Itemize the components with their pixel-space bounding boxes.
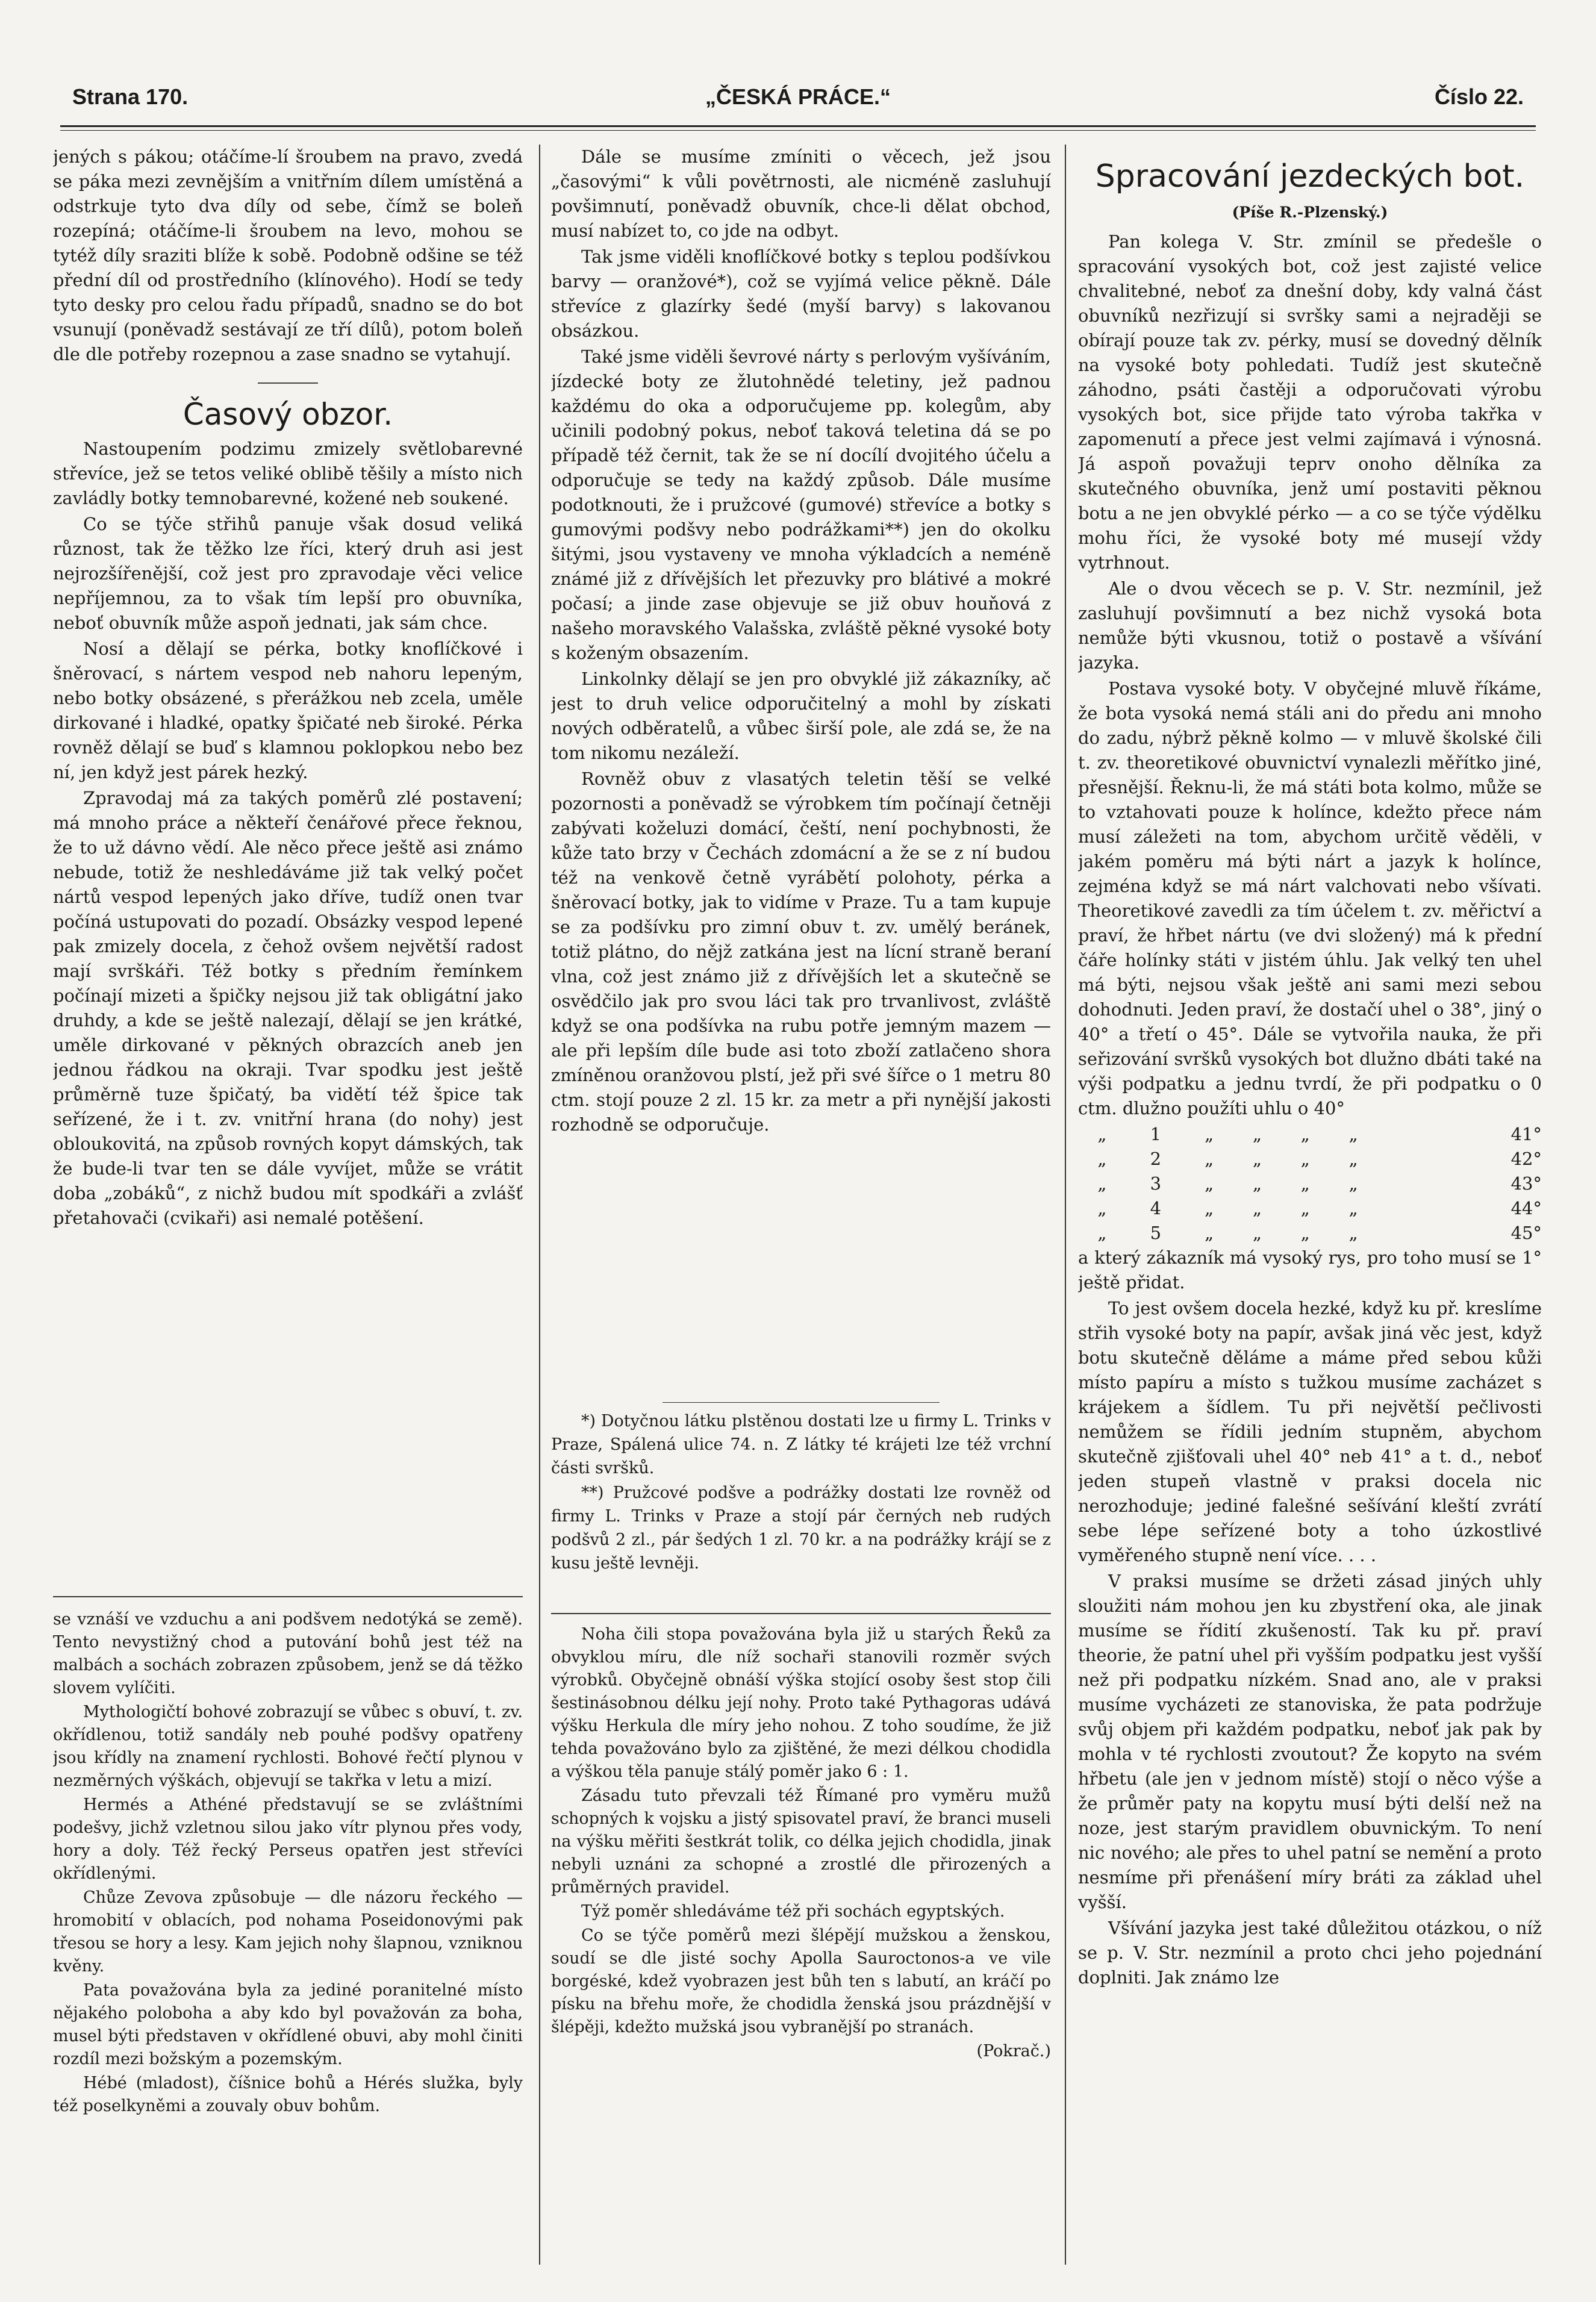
footnote: **) Pružcové podšve a podrážky dostati lze rovněž od firmy L. Trinks v Praze a stojí pár černých neb rudých podšvů 2 zl., pár šedých 1 zl. 70 kr. a na podrážky krájí se z kusu ještě levněji. xyxy=(551,1483,1051,1573)
angle-table-cell: „ xyxy=(1097,1124,1107,1144)
column-2-divider xyxy=(551,1613,1051,1614)
angle-table-row xyxy=(1078,1171,1542,1196)
angle-table-cell: „ xyxy=(1348,1223,1358,1243)
angle-table-cell: „ xyxy=(1205,1124,1214,1144)
paragraph: Chůze Zevova způsobuje — dle názoru řeckého — hromobití v oblacích, pod nohama Poseidonovými pak třesou se hory a lesy. Kam jejich nohy šlapnou, vzniknou kvěny. xyxy=(53,1888,523,1976)
header-rule-thin xyxy=(60,130,1536,131)
angle-table-cell: „ xyxy=(1205,1223,1214,1243)
paragraph: Pata považována byla za jediné poranitelné místo nějakého poloboha a aby kdo byl považován za boha, musel býti představen v okřídlené obuvi, aby mohl činiti rozdíl mezi božským a pozemským. xyxy=(53,1981,523,2068)
angle-table-cell: „ xyxy=(1348,1149,1358,1169)
angle-table-cell: 43° xyxy=(1510,1173,1542,1194)
angle-table-cell: „ xyxy=(1252,1223,1262,1243)
paragraph: Dále se musíme zmíniti o věcech, jež jsou „časovými“ k vůli povětrnosti, ale nicméně zasluhují povšimnutí, poněvadž obuvník, chce-li dělat obchod, musí nabízet to, co jde na odbyt. xyxy=(551,146,1051,241)
paragraph: Rovněž obuv z vlasatých teletin těší se velké pozornosti a poněvadž se výrobkem tím počínají četněji zabývati koželuzi domácí, čeští, není pochybnosti, že kůže tato brzy v Čechách zdomácní a že se z ní budou též na venkově četně vyrábětí polohoty, pérka a šněrovací botky, jak to vidíme v Praze. Tu a tam kupuje se za podšívku pro zimní obuv t. zv. umělý beránek, totiž plátno, do nějž zatkána jest na lícní straně beraní vlna, což jest známo již z dřívějších let a skutečně se osvědčilo jak pro svou láci tak pro trvanlivost, zvláště když se ona podšívka na rubu potře jemným mazem — ale při lepším díle bude asi toto zboží zatlačeno shora zmíněnou oranžovou plstí, jež při své šířce o 1 metru 80 ctm. stojí pouze 2 zl. 15 kr. za metr a při nynější jakosti rozhodně se odporučuje. xyxy=(551,769,1051,1135)
section-divider xyxy=(258,382,318,384)
angle-table-cell: 3 xyxy=(1150,1173,1162,1194)
angle-table-cell: „ xyxy=(1300,1124,1310,1144)
angle-table-cell: „ xyxy=(1097,1198,1107,1218)
angle-table-cell: „ xyxy=(1252,1198,1262,1218)
angle-table-cell: „ xyxy=(1205,1198,1214,1218)
angle-table-cell: „ xyxy=(1205,1173,1214,1194)
angle-table-cell: 5 xyxy=(1150,1223,1162,1243)
paragraph: Zásadu tuto převzali též Římané pro vyměru mužů schopných k vojsku a jistý spisovatel praví, že branci museli na výšku měřiti šestkrát tolik, co délka jejich chodidla, jinak nebyli uznáni za schopné a zrostlé dle přirozených a průměrných pravidel. xyxy=(551,1786,1051,1897)
angle-table-cell: „ xyxy=(1252,1149,1262,1169)
angle-table-cell: „ xyxy=(1300,1173,1310,1194)
column-divider-left xyxy=(539,145,540,2265)
article-byline: (Píše R.-Plzenský.) xyxy=(1232,204,1388,221)
footnote-rule xyxy=(662,1402,940,1403)
paragraph: a který zákazník má vysoký rys, pro toho musí se 1° ještě přidat. xyxy=(1078,1247,1542,1293)
angle-table-cell: „ xyxy=(1097,1149,1107,1169)
paragraph: Hébé (mladost), číšnice bohů a Hérés služka, byly též poselkyněmi a zouvaly obuv bohům. xyxy=(53,2074,523,2115)
angle-table xyxy=(1078,1122,1542,1246)
angle-table-row xyxy=(1078,1122,1542,1147)
angle-table-row xyxy=(1078,1221,1542,1246)
footnotes xyxy=(551,1409,1051,1602)
paragraph: Také jsme viděli ševrové nárty s perlovým vyšíváním, jízdecké boty ze žlutohnědé teletiny, jež padnou každému do oka a odporučujeme pp. kolegům, aby učinili podobný pokus, neboť taková teletina dá se po případě též černit, tak že se ní docílí dvojitého účelu a odporučuje se tedy na každý způsob. Dále musíme podotknouti, že i pružcové (gumové) střevíce a botky s gumovými podšvy nebo podrážkami**) jen do okolku šitými, jsou vystaveny ve mnoha výkladcích a neméně známé již z dřívějších let přezuvky pro blátivé a mokré počasí; a jinde zase objevuje se již obuv houňová z našeho moravského Valašska, zvláště pěkné vysoké boty s koženým obsazením. xyxy=(551,346,1051,663)
angle-table-cell: „ xyxy=(1097,1173,1107,1194)
paragraph: Všívání jazyka jest také důležitou otázkou, o níž se p. V. Str. nezmínil a proto chci jeho pojednání doplniti. Jak známo lze xyxy=(1078,1918,1542,1988)
angle-table-cell: „ xyxy=(1348,1198,1358,1218)
column-2-continuation xyxy=(551,1623,1051,2244)
paragraph: Ale o dvou věcech se p. V. Str. nezmínil, jež zasluhují povšimnutí a bez nichž vysoká bota nemůže býti vkusnou, totiž o postavě a všívání jazyka. xyxy=(1078,578,1542,673)
angle-table-cell: „ xyxy=(1097,1223,1107,1243)
footnote: *) Dotyčnou látku plstěnou dostati lze u firmy L. Trinks v Praze, Spálená ulice 74. n. Z látky té krájeti lze též vrchní části svršků. xyxy=(551,1412,1051,1477)
paragraph: se vznáší ve vzduchu a ani podšvem nedotýká se země). Tento nevystižný chod a putování bohů jest též na malbách a sochách zobrazen způsobem, jenž se dá těžko slovem vylíčiti. xyxy=(53,1610,523,1697)
angle-table-cell: „ xyxy=(1348,1173,1358,1194)
column-1-divider xyxy=(53,1596,523,1597)
column-2 xyxy=(551,145,1051,1397)
paragraph: Linkolnky dělají se jen pro obvyklé již zákazníky, ač jest to druh velice odporučitelný a mohl by získati nových odběratelů, a vůbec širší pole, ale zdá se, že na tom nikomu nezáleží. xyxy=(551,669,1051,763)
paragraph: jených s pákou; otáčíme-lí šroubem na pravo, zvedá se páka mezi zevnějším a vnitřním dílem umístěná a odstrkuje tyto dva díly od sebe, čímž se boleň rozepíná; otáčíme-li šroubem na levo, mohou se tytéž díly sraziti blíže k sobě. Podobně odšine se též přední díl od prostředního (klínového). Hodí se tedy tyto desky pro celou řadu případů, snadno se do bot vsunují (poněvadž sestávají ze tří dílů), potom boleň dle dle potřeby rozepnou a zase snadno se vytahují. xyxy=(53,146,523,364)
paragraph: Co se týče střihů panuje však dosud veliká různost, tak že těžko lze říci, který druh asi jest nejrozšířenější, což jest pro zpravodaje věci velice nepříjemnou, za to však tím lepší pro obuvníka, neboť obuvník může aspoň jednati, jak sám chce. xyxy=(53,514,523,633)
column-3 xyxy=(1078,145,1542,2265)
angle-table-cell: „ xyxy=(1205,1149,1214,1169)
header-rule xyxy=(60,125,1536,127)
angle-table-cell: 45° xyxy=(1510,1223,1542,1243)
angle-table-cell: „ xyxy=(1300,1223,1310,1243)
angle-table-cell: „ xyxy=(1348,1124,1358,1144)
paragraph: V praksi musíme se držeti zásad jiných uhly sloužiti nám mohou jen ku zbystření oka, ale jinak musíme se řídití zkušeností. Tak ku př. praví theorie, že patní uhel při vyšším podpatku jest vyšší než při podpatku nízkém. Snad ano, ale v praksi musíme vycházeti ze stanoviska, že pata podržuje svůj objem při každém podpatku, neboť jak pak by mohla v té rychlosti zvoutout? Že kopyto na svém hřbetu (ale jen v jednom místě) stojí o něco výše a že průměr paty na kopytu musí býti delší než na noze, jest starým pravidlem obuvnickým. To není nic nového; ale přes to uhel patní se nemění a proto nesmíme při přenášení míry bráti za základ uhel vyšší. xyxy=(1078,1571,1542,1912)
paragraph: Postava vysoké boty. V obyčejné mluvě říkáme, že bota vysoká nemá stáli ani do předu ani mnoho do zadu, nýbrž pěkně kolmo — v mluvě školské čili t. zv. theoretikové obuvnictví vynalezli měřítko jiné, přesnější. Řeknu-li, že má státi bota kolmo, může se to vztahovati pouze k holínce, kdežto přece nám musí záležeti na tom, abychom určitě věděli, v jakém poměru má býti nárt a jazyk k holínce, zejména když se má nárt valchovati nebo všívati. Theoretikové zavedli za tím účelem t. zv. měřictví a praví, že hřbet nártu (ve dvi složený) má k přední čáře holínky státi v jistém úhlu. Jak velký ten uhel má býti, nejsou však ještě ani sami mezi sebou dohodnuti. Jeden praví, že dostačí uhel o 38°, jiný o 40° a třetí o 45°. Dále se vytvořila nauka, že při seřizování svršků vysokých bot dlužno dbáti také na výši podpatku a jednu tvrdí, že při podpatku o 0 ctm. dlužno použíti uhlu o 40° xyxy=(1078,678,1542,1118)
section-title: Časový obzor. xyxy=(182,397,393,432)
angle-table-cell: „ xyxy=(1300,1149,1310,1169)
angle-table-cell: „ xyxy=(1252,1173,1262,1194)
paragraph: Co se týče poměrů mezi šlépějí mužskou a ženskou, soudí se dle jisté sochy Apolla Sauroctonos-a ve vile borgéské, kdež vyobrazen jest bůh ten s labutí, an kráčí po písku na břehu moře, že chodidla ženská jsou prázdnější v šlépěji, kdežto mužská jsou vybranější po stranách. xyxy=(551,1926,1051,2036)
column-divider-right xyxy=(1065,145,1066,2265)
paragraph: Pan kolega V. Str. zmínil se předešle o spracování vysokých bot, což jest zajisté velice chvalitebné, neboť za dnešní doby, kdy valná část obuvníků nezřizují si svršky sami a nejraději se obírají pouze tak zv. pérky, musí se dovedný dělník na vysoké boty pohledati. Tudíž jest skutečně záhodno, psáti častěji a odporučovati výrobu vysokých bot, sice přijde tato výroba takřka v zapomenutí a přece jest velmi zajímavá i výnosná. Já aspoň považuji teprv onoho dělníka za skutečného obuvníka, jenž umí postaviti pěknou botu a ne jen obvyklé pérko — a co se týče výdělku mohu říci, že vysoké boty mé musejí vždy vytrhnout. xyxy=(1078,231,1542,573)
angle-table-cell: 4 xyxy=(1150,1198,1162,1218)
angle-table-cell: 42° xyxy=(1510,1149,1542,1169)
angle-table-row xyxy=(1078,1147,1542,1171)
angle-table-cell: „ xyxy=(1300,1198,1310,1218)
article-title: Spracování jezdeckých bot. xyxy=(1095,158,1525,195)
angle-table-cell: 41° xyxy=(1510,1124,1542,1144)
running-header xyxy=(72,84,1524,120)
angle-table-cell: 1 xyxy=(1150,1124,1162,1144)
paragraph: Nosí a dělají se pérka, botky knoflíčkové i šněrovací, s nártem vespod neb nahoru lepeným, nebo botky obsázené, s přerážkou neb zcela, uměle dirkované i hladké, opatky špičaté neb široké. Pérka rovněž dělají se buď s klamnou poklopkou nebo bez ní, jen když jest párek hezký. xyxy=(53,638,523,782)
paragraph: Nastoupením podzimu zmizely světlobarevné střevíce, jež se tetos veliké oblibě těšily a místo nich zavládly botky temnobarevné, kožené neb soukené. xyxy=(53,438,523,508)
publication-title: „ČESKÁ PRÁCE.“ xyxy=(705,84,891,109)
angle-table-row xyxy=(1078,1196,1542,1221)
paragraph: Týž poměr shledáváme též při sochách egyptských. xyxy=(581,1902,1005,1921)
paragraph: Tak jsme viděli knoflíčkové botky s teplou podšívkou barvy — oranžové*), což se vyjímá velice pěkně. Dále střevíce z glazírky šedé (myší barvy) s lakovanou obsázkou. xyxy=(551,246,1051,341)
continued-note: (Pokrač.) xyxy=(976,2042,1051,2060)
paragraph: Zpravodaj má za takých poměrů zlé postavení; má mnoho práce a někteří čenářové přece řeknou, že to už dávno vědí. Ale něco přece ještě asi známo nebude, totiž že neshledáváme již tak velký počet nártů vespod lepených jako dříve, tudíž onen tvar počíná ustupovati do pozadí. Obsázky vespod lepené pak zmizely docela, z čehož ovšem největší radost mají svrškáři. Též botky s předním řemínkem počínají mizeti a špičky nejsou již tak obligátní jako druhdy, a kde se ještě nalezají, dělají se jen krátké, uměle dirkované v pěkných obrazcích aneb jen jednou řádkou na okraji. Tvar spodku jest ještě průměrně tuze špičatý, ba vidětí též špice tak seřízené, že i t. zv. vnitřní hrana (do nohy) jest obloukovitá, na způsob rovných kopyt dámských, tak že bude-li tvar ten se dále vyvíjet, může se vrátit doba „zobáků“, z nichž budou mít spodkáři a zvlášť přetahovači (cvikaři) asi nemalé potěšení. xyxy=(53,788,523,1228)
column-1-continuation xyxy=(53,1608,523,2247)
angle-table-cell: 2 xyxy=(1150,1149,1162,1169)
paragraph: Hermés a Athéné představují se se zvláštními podešvy, jichž vzletnou silou jako vítr plynou přes vody, hory a doly. Též řecký Perseus opatřen jest střevíci okřídlenými. xyxy=(53,1795,523,1883)
issue-number: Číslo 22. xyxy=(1434,84,1524,109)
angle-table-cell: 44° xyxy=(1510,1198,1542,1218)
paragraph: Mythologičtí bohové zobrazují se vůbec s obuví, t. zv. okřídlenou, totiž sandály neb pouhé podšvy opatřeny jsou křídly na znamení rychlosti. Bohové řečtí plynou v nezměrných výškách, objevují se takřka v letu a mizí. xyxy=(53,1703,523,1790)
page-number: Strana 170. xyxy=(72,84,189,109)
paragraph: Noha čili stopa považována byla již u starých Řeků za obvyklou míru, dle níž sochaři stanovili rozměr svých výrobků. Obyčejně obnáší výška stojící osoby šest stop čili šestinásobnou délku její nohy. Proto také Pythagoras udává výšku Herkula dle míry jeho nohou. Z toho soudíme, že již tehda považováno bylo za zjištěné, že mezi délkou chodidla a výškou těla panuje stálý poměr jako 6 : 1. xyxy=(551,1625,1051,1781)
column-1 xyxy=(53,145,523,1590)
angle-table-cell: „ xyxy=(1252,1124,1262,1144)
paragraph: To jest ovšem docela hezké, když ku př. kreslíme střih vysoké boty na papír, avšak jiná věc jest, když botu skutečně děláme a máme před sebou kůži místo papíru a místo s tužkou musíme zacházet s krájekem a šídlem. Tu při největší pečlivosti nemůžem se řídili jedním stupněm, abychom skutečně zjišťovali uhel 40° neb 41° a t. d., neboť jeden stupeň vlastně v praksi docela nic nerozhoduje; jediné falešné sešívání kleští zvrátí sebe lépe seřízené boty a toho úzkostlivé vyměřeného stupně není více. . . . xyxy=(1078,1298,1542,1565)
